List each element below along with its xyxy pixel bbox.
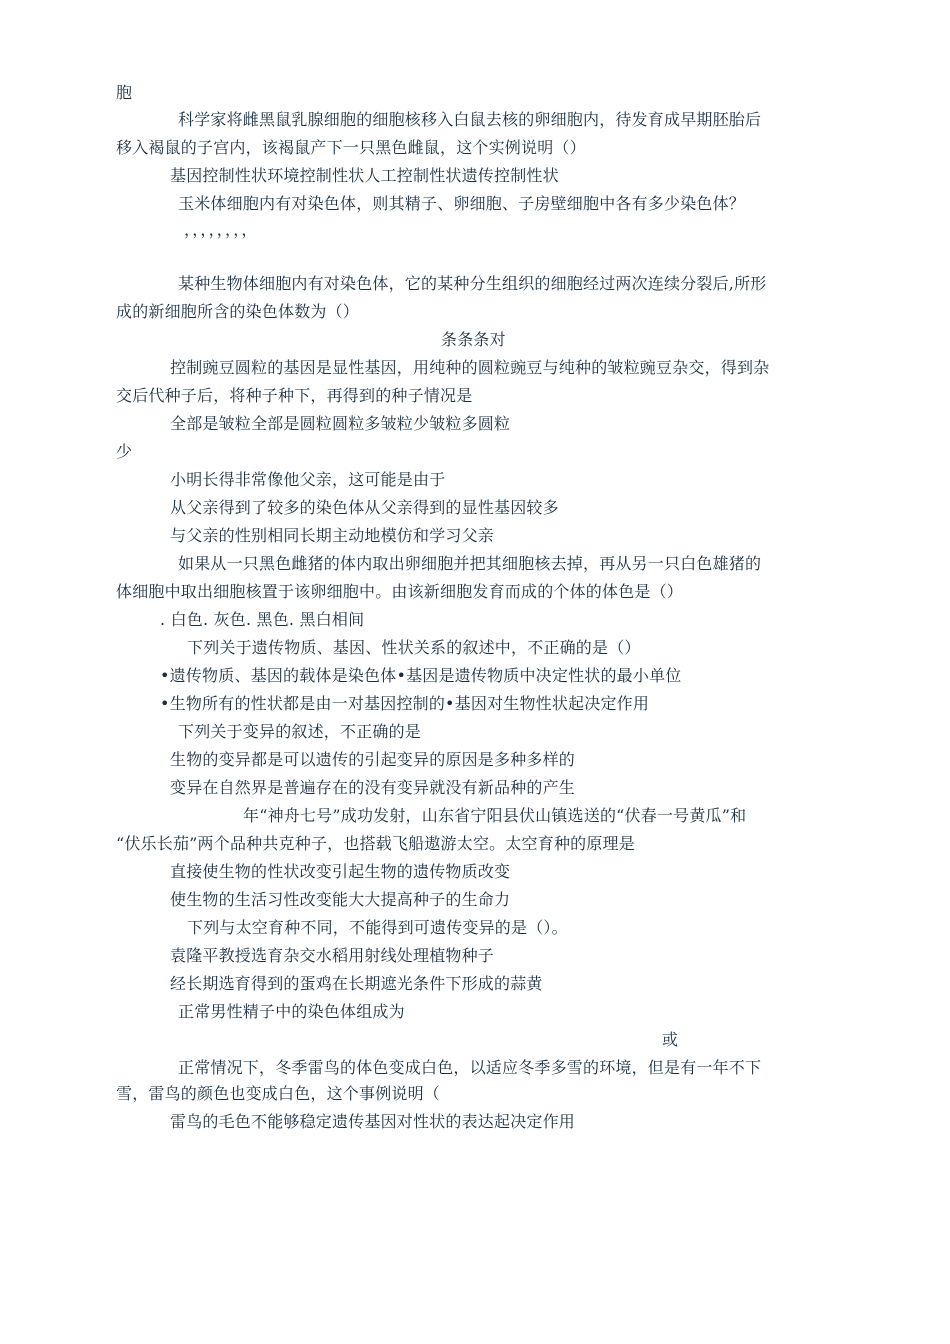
answer-options: 基因控制性状环境控制性状人工控制性状遗传控制性状	[170, 166, 559, 185]
answer-options: 与父亲的性别相同长期主动地模仿和学习父亲	[170, 526, 495, 545]
question-text: 交后代种子后，将种子种下，再得到的种子情况是	[116, 386, 473, 405]
question-text: 如果从一只黑色雌猪的体内取出卵细胞并把其细胞核去掉，再从另一只白色雄猪的	[178, 554, 762, 573]
question-text: 下列关于遗传物质、基因、性状关系的叙述中，不正确的是（）	[187, 638, 641, 657]
question-text: 体细胞中取出细胞核置于该卵细胞中。由该新细胞发育而成的个体的体色是（）	[116, 582, 684, 601]
text-line: 胞	[116, 83, 133, 102]
question-text: 雪，雷鸟的颜色也变成白色，这个事例说明（	[116, 1084, 441, 1103]
answer-options: 直接使生物的性状改变引起生物的遗传物质改变	[170, 862, 511, 881]
answer-options: 雷鸟的毛色不能够稳定遗传基因对性状的表达起决定作用	[170, 1112, 576, 1131]
question-text: 控制豌豆圆粒的基因是显性基因，用纯种的圆粒豌豆与纯种的皱粒豌豆杂交，得到杂	[170, 358, 770, 377]
answer-options: 生物的变异都是可以遗传的引起变异的原因是多种多样的	[170, 750, 576, 769]
question-text: 某种生物体细胞内有对染色体，它的某种分生组织的细胞经过两次连续分裂后,所形	[178, 274, 767, 293]
answer-options: 变异在自然界是普遍存在的没有变异就没有新品种的产生	[170, 778, 576, 797]
question-text: 下列与太空育种不同，不能得到可遗传变异的是（）。	[187, 918, 568, 937]
answer-options: 条条条对	[441, 330, 506, 349]
answer-options: 少	[116, 442, 133, 461]
question-text: 正常男性精子中的染色体组成为	[178, 1002, 405, 1021]
question-text: 正常情况下，冬季雷鸟的体色变成白色，以适应冬季多雪的环境，但是有一年不下	[178, 1058, 762, 1077]
question-text: 年“神舟七号”成功发射，山东省宁阳县伏山镇选送的“伏春一号黄瓜”和	[243, 806, 747, 825]
answer-options: . 白色. 灰色. 黑色. 黑白相间	[160, 610, 365, 629]
question-text: 科学家将雌黑鼠乳腺细胞的细胞核移入白鼠去核的卵细胞内，待发育成早期胚胎后	[178, 110, 762, 129]
answer-options: 袁隆平教授选育杂交水稻用射线处理植物种子	[170, 946, 495, 965]
answer-options: 从父亲得到了较多的染色体从父亲得到的显性基因较多	[170, 498, 559, 517]
answer-options: 或	[662, 1030, 679, 1049]
answer-options: 经长期选育得到的蛋鸡在长期遮光条件下形成的蒜黄	[170, 974, 543, 993]
answer-options: •遗传物质、基因的载体是染色体•基因是遗传物质中决定性状的最小单位	[160, 666, 682, 685]
question-text: 小明长得非常像他父亲，这可能是由于	[170, 470, 446, 489]
answer-options: 全部是皱粒全部是圆粒圆粒多皱粒少皱粒多圆粒	[170, 414, 511, 433]
answer-options: •生物所有的性状都是由一对基因控制的•基因对生物性状起决定作用	[160, 694, 650, 713]
question-text: 玉米体细胞内有对染色体，则其精子、卵细胞、子房壁细胞中各有多少染色体？	[178, 194, 746, 213]
answer-options: ，，，，，，，，	[184, 220, 258, 239]
answer-options: 使生物的生活习性改变能大大提高种子的生命力	[170, 890, 511, 909]
question-text: 移入褐鼠的子宫内，该褐鼠产下一只黑色雌鼠，这个实例说明（）	[116, 138, 586, 157]
question-text: 成的新细胞所含的染色体数为（）	[116, 302, 360, 321]
question-text: 下列关于变异的叙述，不正确的是	[178, 722, 422, 741]
question-text: “伏乐长茄”两个品种共克种子，也搭载飞船遨游太空。太空育种的原理是	[116, 834, 635, 853]
